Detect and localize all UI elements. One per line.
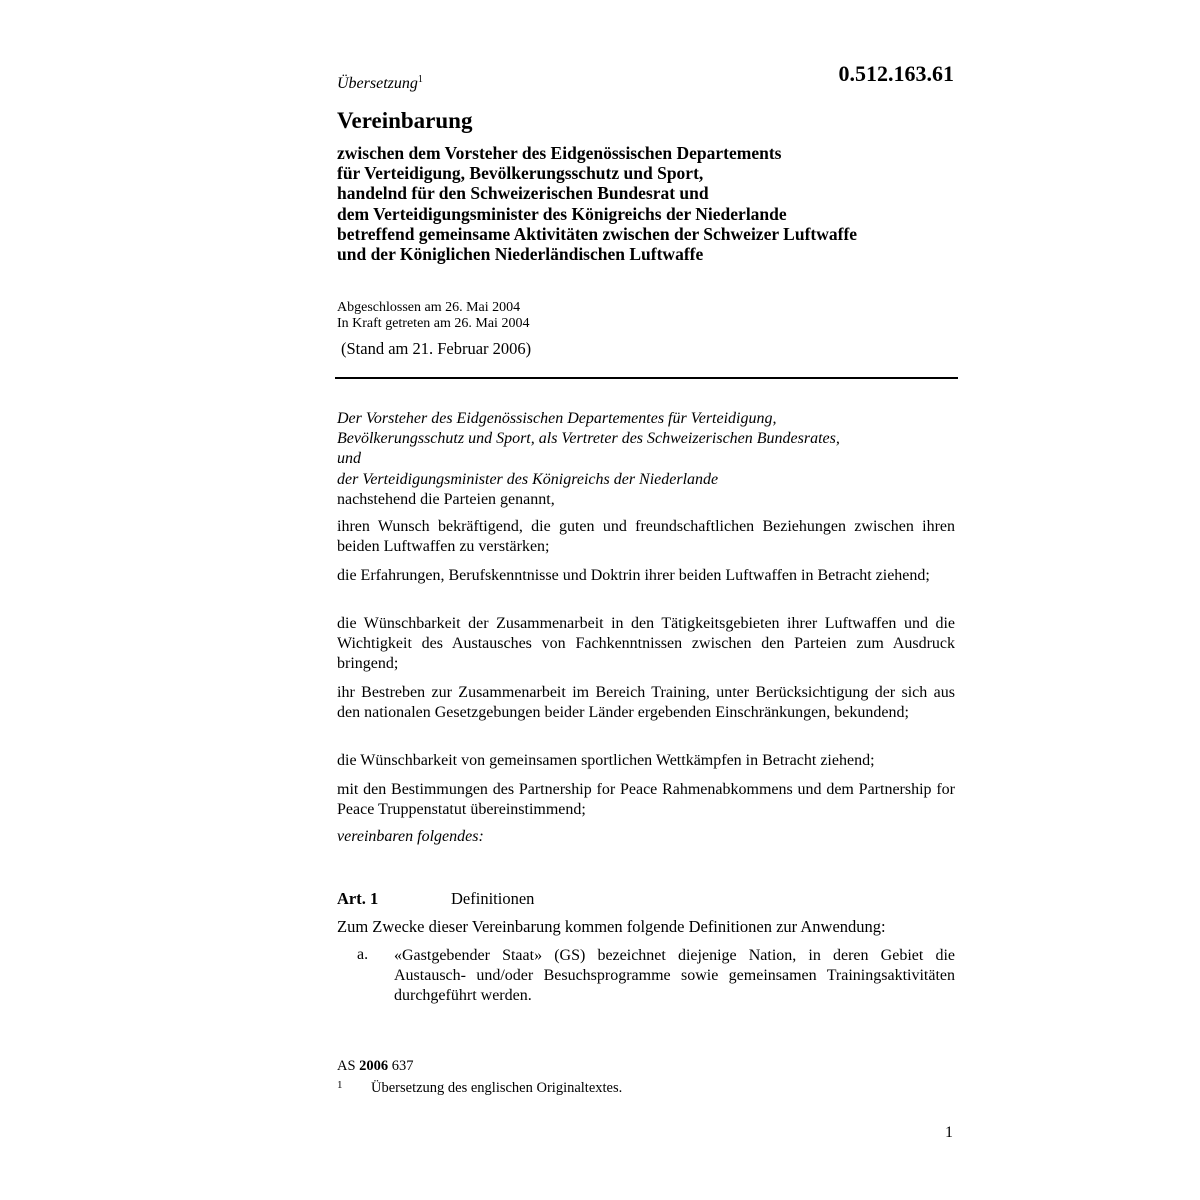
subtitle-line: dem Verteidigungsminister des Königreichs der Niederlande <box>337 203 787 224</box>
footnote-text: Übersetzung des englischen Originaltextes. <box>371 1080 623 1096</box>
in-force-date: In Kraft getreten am 26. Mai 2004 <box>337 315 530 331</box>
preamble-paragraph: mit den Bestimmungen des Partnership for Peace Rahmenabkommens und dem Partnership for Peace Truppenstatut übereinstimmend; <box>337 781 955 819</box>
preamble-intro-line: Bevölkerungsschutz und Sport, als Vertreter des Schweizerischen Bundesrates, <box>337 430 840 448</box>
document-subtitle <box>337 143 857 264</box>
preamble-paragraph: die Wünschbarkeit der Zusammenarbeit in den Tätigkeitsgebieten ihrer Luftwaffen und die Wichtigkeit des Austausches von Fachkenntnissen zwischen den Parteien zum Ausdruck bringend; <box>337 615 955 673</box>
concluded-date: Abgeschlossen am 26. Mai 2004 <box>337 300 521 315</box>
preamble-intro-line: Der Vorsteher des Eidgenössischen Departementes für Verteidigung, <box>337 410 777 427</box>
footnote-number: 1 <box>337 1079 343 1091</box>
preamble-agree: vereinbaren folgendes: <box>337 828 484 845</box>
translation-label <box>337 74 423 93</box>
preamble-intro <box>337 409 955 490</box>
as-year: 2006 <box>359 1058 389 1074</box>
footnote-ref[interactable]: 1 <box>417 74 423 85</box>
subtitle-line: handelnd für den Schweizerischen Bundesrat und <box>337 183 709 204</box>
parties-designation: nachstehend die Parteien genannt, <box>337 491 555 508</box>
definition-label: a. <box>357 946 369 963</box>
preamble-paragraph: die Erfahrungen, Berufskenntnisse und Doktrin ihrer beiden Luftwaffen in Betracht ziehend; <box>337 567 930 584</box>
sr-number: 0.512.163.61 <box>838 61 954 86</box>
header-divider <box>335 377 958 379</box>
article-intro: Zum Zwecke dieser Vereinbarung kommen folgende Definitionen zur Anwendung: <box>337 917 886 936</box>
subtitle-line: und der Königlichen Niederländischen Luftwaffe <box>337 244 704 265</box>
document-dates <box>337 300 529 331</box>
preamble-paragraph: die Wünschbarkeit von gemeinsamen sportlichen Wettkämpfen in Betracht ziehend; <box>337 752 875 769</box>
subtitle-line: zwischen dem Vorsteher des Eidgenössischen Departements <box>337 143 782 163</box>
page-number: 1 <box>945 1124 953 1141</box>
translation-label-text: Übersetzung <box>337 75 418 92</box>
preamble-paragraph: ihren Wunsch bekräftigend, die guten und freundschaftlichen Beziehungen zwischen ihren beiden Luftwaffen zu verstärken; <box>337 518 955 556</box>
preamble-intro-line: der Verteidigungsminister des Königreichs der Niederlande <box>337 470 719 488</box>
preamble-paragraph: ihr Bestreben zur Zusammenarbeit im Bereich Training, unter Berücksichtigung der sich aus den nationalen Gesetzgebungen beider Länder ergebenden Einschränkungen, bekundend; <box>337 684 955 722</box>
status-date: (Stand am 21. Februar 2006) <box>341 339 532 358</box>
as-reference <box>337 1058 414 1075</box>
subtitle-line: für Verteidigung, Bevölkerungsschutz und Sport, <box>337 163 704 184</box>
subtitle-line: betreffend gemeinsame Aktivitäten zwischen der Schweizer Luftwaffe <box>337 223 858 244</box>
as-page: 637 <box>391 1058 414 1074</box>
document-title: Vereinbarung <box>337 108 473 133</box>
as-prefix: AS <box>337 1058 356 1074</box>
article-number: Art. 1 <box>337 889 379 908</box>
article-title: Definitionen <box>451 889 535 908</box>
preamble-intro-line: und <box>337 450 361 468</box>
definition-text: «Gastgebender Staat» (GS) bezeichnet diejenige Nation, in deren Gebiet die Austausch- und/oder Besuchsprogramme sowie gemeinsamen Trainingsaktivitäten durchgeführt werden. <box>394 947 955 1005</box>
